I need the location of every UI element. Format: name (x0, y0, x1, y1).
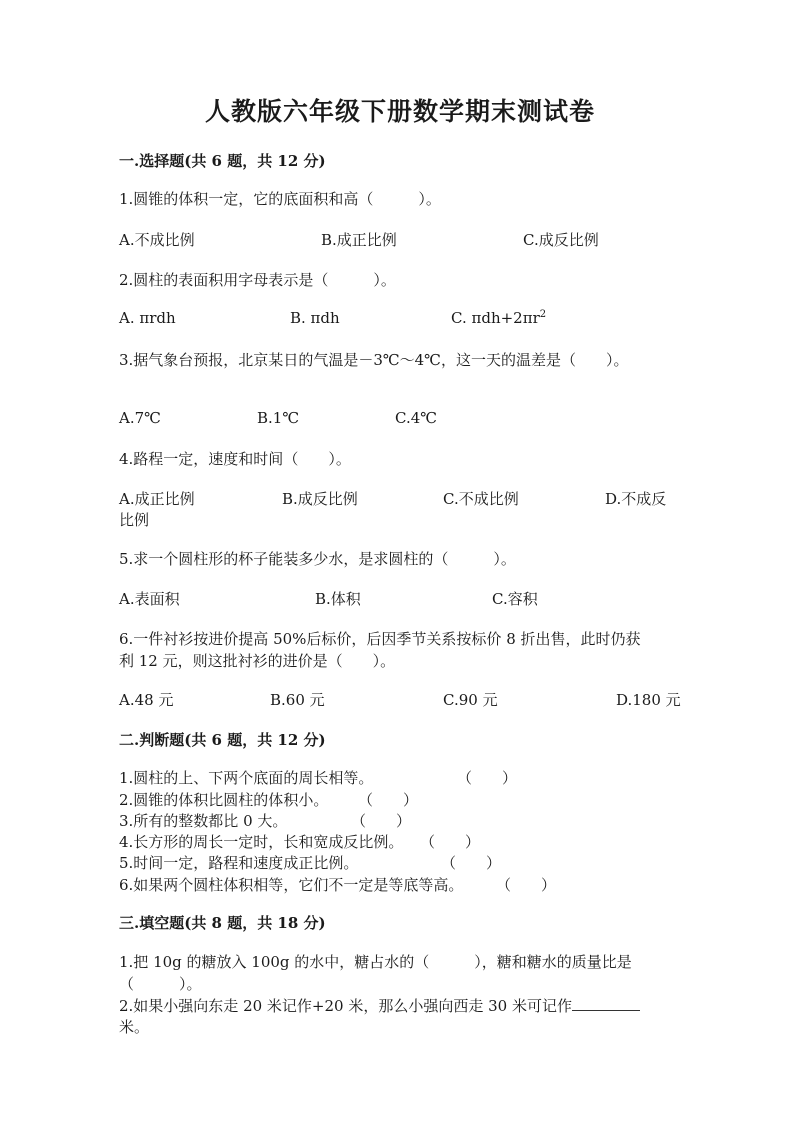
tf-item: 1.圆柱的上、下两个底面的周长相等。 (119, 769, 374, 787)
option-a: A.表面积 (119, 590, 180, 608)
tf-item: 6.如果两个圆柱体积相等，它们不一定是等底等高。 (119, 876, 464, 894)
option-c: C.成反比例 (523, 231, 599, 249)
option-b: B.1℃ (257, 409, 300, 427)
answer-paren: （ ） (496, 876, 557, 894)
page-title: 人教版六年级下册数学期末测试卷 (204, 97, 595, 126)
answer-paren: （ ） (358, 791, 419, 809)
question-stem: 3.据气象台预报，北京某日的气温是－3℃～4℃，这一天的温差是（ ）。 (119, 351, 629, 369)
question-stem: 2.圆柱的表面积用字母表示是（ ）。 (119, 271, 396, 289)
tf-item: 3.所有的整数都比 0 大。 (119, 812, 288, 830)
fill-question: 1.把 10g 的糖放入 100g 的水中，糖占水的（ ），糖和糖水的质量比是 (119, 953, 632, 971)
tf-item: 5.时间一定，路程和速度成正比例。 (119, 854, 359, 872)
option-c: C.容积 (492, 590, 538, 608)
option-b: B.成反比例 (282, 490, 358, 508)
section-heading-true-false: 二.判断题(共 6 题，共 12 分) (119, 731, 326, 749)
option-a: A.不成比例 (119, 231, 195, 249)
answer-paren: （ ） (441, 854, 502, 872)
question-stem-wrap: 利 12 元，则这批衬衫的进价是（ ）。 (119, 652, 396, 670)
option-c: C.90 元 (443, 691, 498, 709)
question-stem: 4.路程一定，速度和时间（ ）。 (119, 450, 351, 468)
option-d: D.不成反 (605, 490, 667, 508)
option-b: B. πdh (290, 309, 340, 327)
section-heading-choice: 一.选择题(共 6 题，共 12 分) (119, 152, 326, 170)
tf-item: 2.圆锥的体积比圆柱的体积小。 (119, 791, 329, 809)
option-d: D.180 元 (616, 691, 681, 709)
option-d-wrap: 比例 (119, 511, 150, 529)
option-a: A. πrdh (119, 309, 176, 327)
fill-question (119, 995, 640, 1016)
option-c: C.不成比例 (443, 490, 519, 508)
section-heading-fill-blank: 三.填空题(共 8 题，共 18 分) (119, 914, 326, 932)
superscript: 2 (539, 309, 547, 320)
option-a: A.48 元 (119, 691, 174, 709)
option-a: A.7℃ (119, 409, 161, 427)
question-stem: 1.圆锥的体积一定，它的底面积和高（ ）。 (119, 190, 441, 208)
answer-paren: （ ） (420, 833, 481, 851)
answer-paren: （ ） (351, 812, 412, 830)
fill-question-wrap: 米。 (119, 1018, 150, 1036)
fill-question-wrap: （ ）。 (119, 975, 202, 993)
option-b: B.60 元 (270, 691, 325, 709)
tf-item: 4.长方形的周长一定时，长和宽成反比例。 (119, 833, 404, 851)
question-stem: 6.一件衬衫按进价提高 50%后标价，后因季节关系按标价 8 折出售，此时仍获 (119, 630, 641, 648)
option-b: B.成正比例 (321, 231, 397, 249)
fill-question-text: 2.如果小强向东走 20 米记作+20 米，那么小强向西走 30 米可记作 (119, 997, 572, 1015)
option-c (451, 309, 546, 327)
answer-paren: （ ） (457, 769, 518, 787)
option-c-text: C. πdh+2πr (451, 309, 540, 327)
option-a: A.成正比例 (119, 490, 195, 508)
answer-blank (572, 996, 640, 1011)
option-b: B.体积 (315, 590, 361, 608)
question-stem: 5.求一个圆柱形的杯子能装多少水，是求圆柱的（ ）。 (119, 550, 516, 568)
option-c: C.4℃ (395, 409, 438, 427)
